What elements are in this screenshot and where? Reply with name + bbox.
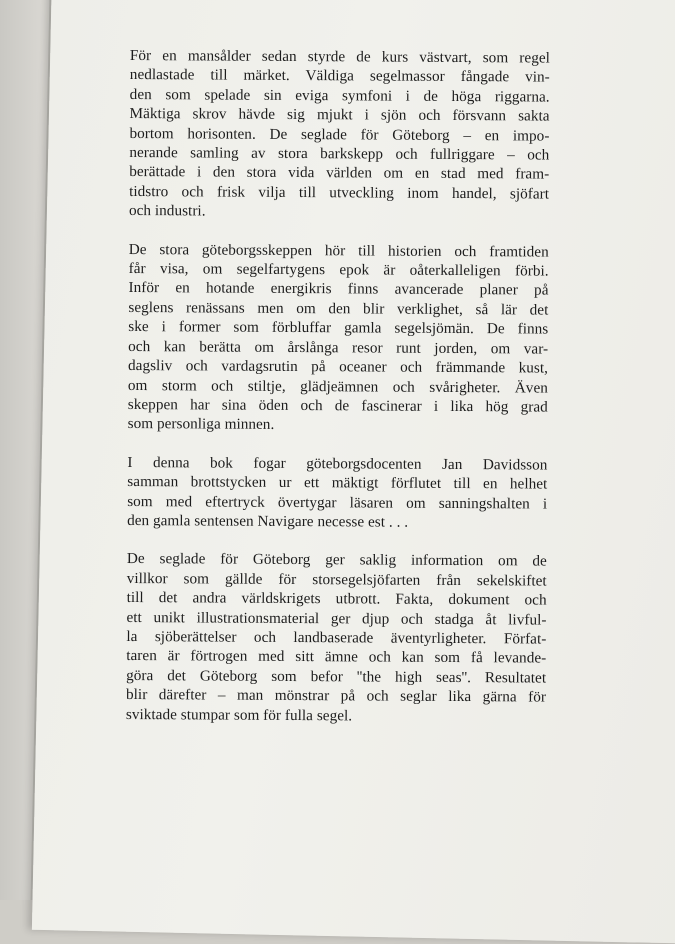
text-line: skeppen har sina öden och de fascinerar i lika hög grad xyxy=(127,395,548,416)
text-line: berättade i den stora vida världen om en stad med fram- xyxy=(129,163,550,184)
text-line: den gamla sentensen Navigare necesse est . . . xyxy=(127,511,409,531)
text-line: seglens renässans men om den blir verklighet, så lär det xyxy=(128,298,549,319)
text-line: taren är förtrogen med sitt ämne och kan som få levande- xyxy=(126,647,547,667)
text-line: och industri. xyxy=(128,202,206,220)
text-line: som personliga minnen. xyxy=(127,415,275,434)
text-line: den som spelade sin eviga symfoni i de höga riggarna. xyxy=(129,85,550,106)
text-line: blir därefter – man mönstrar på och seglar lika gärna för xyxy=(125,686,547,706)
text-line: och kan berätta om årslånga resor runt jorden, om var- xyxy=(128,337,549,358)
paragraph-4 xyxy=(126,549,547,726)
text-line: De seglade för Göteborg ger saklig information om de xyxy=(126,550,547,570)
text-line: till det andra världskrigets utbrott. Fakta, dokument och xyxy=(126,589,547,609)
paragraph-gap xyxy=(128,434,548,456)
text-line: bortom horisonten. De seglade för Göteborg – en impo- xyxy=(129,124,550,145)
text-line: nerande samling av stora barkskepp och fullriggare – och xyxy=(129,144,550,164)
text-line: sviktade stumpar som för fulla segel. xyxy=(125,705,353,724)
text-line: villkor som gällde för storsegelsjöfarten från sekelskiftet xyxy=(126,569,547,590)
text-line: nedlastade till märket. Väldiga segelmassor fångade vin- xyxy=(129,66,550,86)
paragraph-gap xyxy=(129,221,549,243)
text-line: dagsliv och vardagsrutin på oceaner och främmande kust, xyxy=(127,357,549,377)
text-line: får visa, om segelfartygens epok är oåterkalleligen förbi. xyxy=(128,260,549,280)
paragraph-3 xyxy=(127,453,547,533)
text-line: om storm och stiltje, glädjeämnen och svårigheter. Även xyxy=(127,376,548,397)
text-line: Mäktiga skrov hävde sig mjukt i sjön och försvann sakta xyxy=(129,105,550,125)
back-cover-text xyxy=(126,46,550,727)
text-line: tidstro och frisk vilja till utveckling inom handel, sjöfart xyxy=(129,182,550,203)
paragraph-gap xyxy=(127,530,547,552)
paragraph-2 xyxy=(128,240,549,437)
text-line: samman brottstycken ur ett mäktigt förflutet till en helhet xyxy=(127,473,548,493)
text-line: ske i former som förbluffar gamla segelsjömän. De finns xyxy=(128,318,549,338)
text-line: I denna bok fogar göteborgsdocenten Jan Davidsson xyxy=(127,453,548,474)
paragraph-1 xyxy=(129,46,550,223)
text-line: Inför en hotande energikris finns avancerade planer på xyxy=(128,279,549,300)
text-line: För en mansålder sedan styrde de kurs västvart, som regel xyxy=(129,46,550,67)
text-line: la sjöberättelser och landbaserade äventyrligheter. Förfat- xyxy=(126,627,547,648)
text-line: ett unikt illustrationsmaterial ger djup och stadga åt livful- xyxy=(126,608,547,629)
text-line: göra det Göteborg som befor ''the high seas''. Resultatet xyxy=(126,666,547,687)
text-line: som med eftertryck övertygar läsaren om sanningshalten i xyxy=(127,492,548,513)
text-line: De stora göteborgsskeppen hör till historien och framtiden xyxy=(128,240,549,261)
